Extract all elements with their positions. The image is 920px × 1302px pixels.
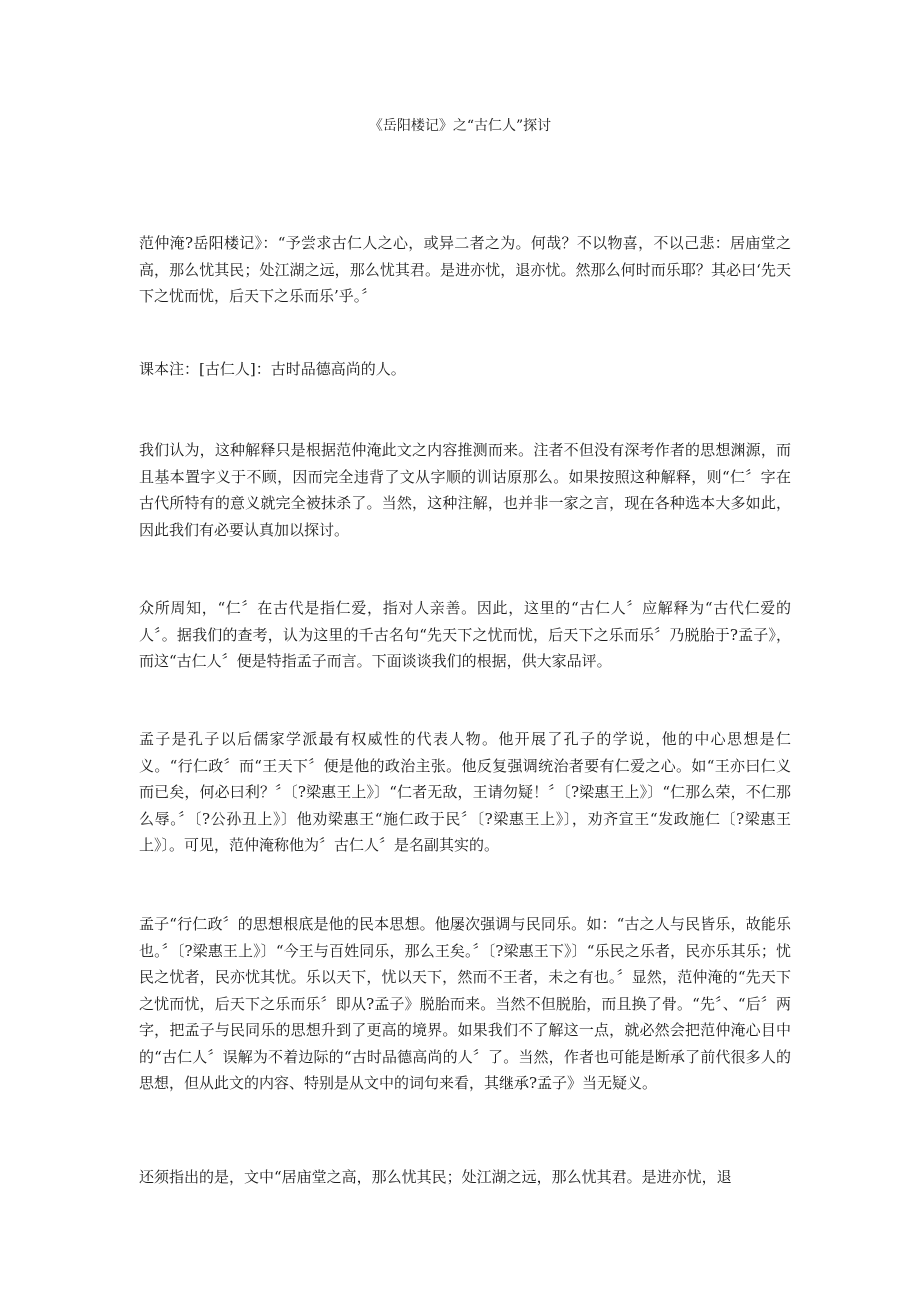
paragraph-quote: 范仲淹?岳阳楼记》：“予尝求古仁人之心，或异二者之为。何哉？不以物喜，不以己悲：居庙堂之高，那么忧其民；处江湖之远，那么忧其君。是进亦忧，退亦忧。然那么何时而乐耶？其必曰‘先天下之忧而忧，后天下之乐而乐’乎。〞 [139, 234, 791, 305]
paragraph-people-based-thought: 孟子“行仁政〞的思想根底是他的民本思想。他屡次强调与民同乐。如：“古之人与民皆乐，故能乐也。〞〔?梁惠王上》〕“今王与百姓同乐，那么王矣。〞〔?梁惠王下》〕“乐民之乐者，民亦乐其乐；忧民之忧者，民亦忧其忧。乐以天下，忧以天下，然而不王者，未之有也。〞显然，范仲淹的“先天下之忧而忧，后天下之乐而乐〞即从?孟子》脱胎而来。当然不但脱胎，而且换了骨。“先〞、“后〞两字，把孟子与民同乐的思想升到了更高的境界。如果我们不了解这一点，就必然会把范仲淹心目中的“古仁人〞误解为不着边际的“古时品德高尚的人〞了。当然，作者也可能是断承了前代很多人的思想，但从此文的内容、特别是从文中的词句来看，其继承?孟子》当无疑义。 [139, 915, 791, 1092]
paragraph-further-note: 还须指出的是，文中“居庙堂之高，那么忧其民；处江湖之远，那么忧其君。是进亦忧，退 [139, 1168, 732, 1186]
paragraph-mencius-benevolence: 孟子是孔子以后儒家学派最有权威性的代表人物。他开展了孔子的学说，他的中心思想是仁义。“行仁政〞而“王天下〞便是他的政治主张。他反复强调统治者要有仁爱之心。如“王亦曰仁义而已矣，何必曰利？〞〔?梁惠王上》〕“仁者无敌，王请勿疑！〞〔?梁惠王上》〕“仁那么荣，不仁那么辱。〞〔?公孙丑上》〕他劝梁惠王“施仁政于民〞〔?梁惠王上》〕，劝齐宣王“发政施仁〔?梁惠王上》〕。可见，范仲淹称他为〞古仁人〞是名副其实的。 [139, 730, 791, 854]
paragraph-textbook-note: 课本注：[古仁人]：古时品德高尚的人。 [139, 360, 406, 378]
document-title: 《岳阳楼记》之“古仁人”探讨 [368, 118, 552, 134]
paragraph-critique: 我们认为，这种解释只是根据范仲淹此文之内容推测而来。注者不但没有深考作者的思想渊源，而且基本置字义于不顾，因而完全违背了文从字顺的训诂原那么。如果按照这种解释，则“仁〞字在古代所特有的意义就完全被抹杀了。当然，这种注解，也并非一家之言，现在各种选本大多如此，因此我们有必要认真加以探讨。 [139, 441, 791, 539]
paragraph-meaning-of-ren: 众所周知，“仁〞在古代是指仁爱，指对人亲善。因此，这里的“古仁人〞应解释为“古代仁爱的人〞。据我们的查考，认为这里的千古名句“先天下之忧而忧，后天下之乐而乐〞乃脱胎于?孟子》，而这“古仁人〞便是特指孟子而言。下面谈谈我们的根据，供大家品评。 [139, 599, 791, 670]
